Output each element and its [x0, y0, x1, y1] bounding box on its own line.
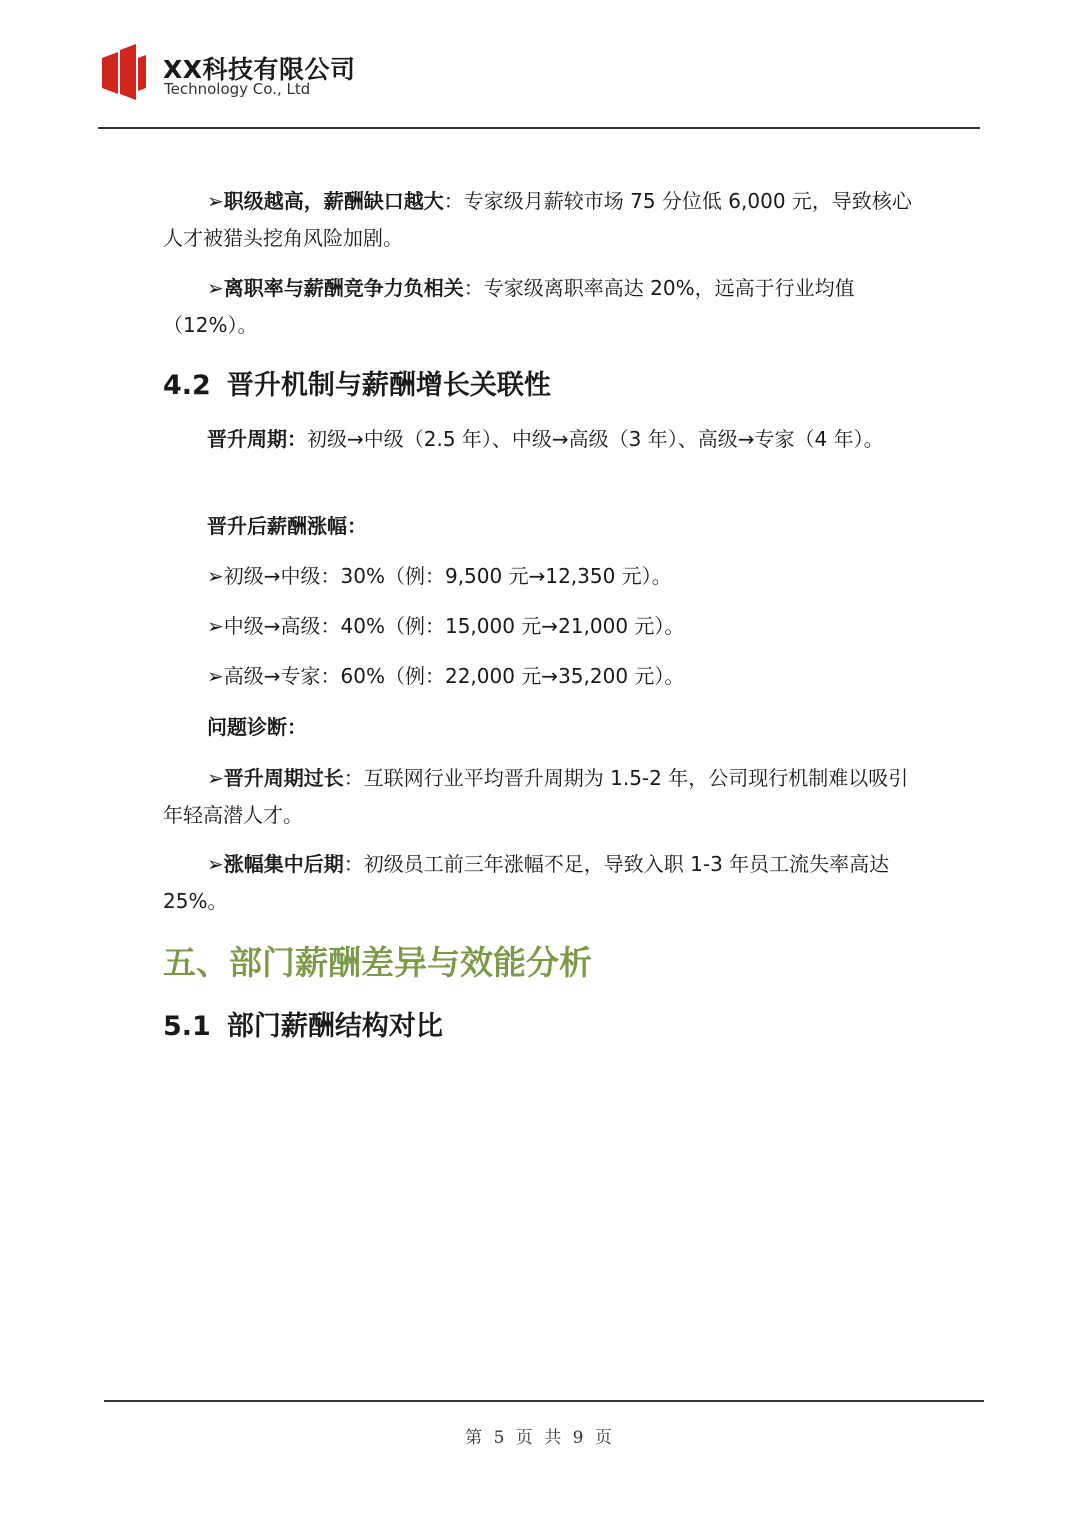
bullet-turnover-text: ：专家级离职率高达 20%，远高于行业均值（12%）。: [163, 276, 855, 337]
diagnosis-raise-text: ：初级员工前三年涨幅不足，导致入职 1-3 年员工流失率高达 25%。: [163, 852, 890, 913]
raise-item: ➢高级→专家：60%（例：22,000 元→35,200 元）。: [207, 664, 685, 688]
page-number: 第 5 页 共 9 页: [465, 1428, 615, 1448]
diagnosis-cycle-text: ：互联网行业平均晋升周期为 1.5-2 年，公司现行机制难以吸引年轻高潜人才。: [163, 766, 909, 827]
section-number: 5.1: [163, 1011, 211, 1042]
section-heading-4-2: [163, 368, 551, 404]
bullet-turnover-label: ➢离职率与薪酬竞争力负相关: [207, 276, 464, 300]
diagnosis-cycle-label: ➢晋升周期过长: [207, 766, 344, 790]
raise-item: ➢初级→中级：30%（例：9,500 元→12,350 元）。: [207, 564, 672, 588]
header-divider: [98, 127, 980, 129]
section-number: 4.2: [163, 370, 211, 401]
section-title: 部门薪酬结构对比: [226, 1011, 443, 1042]
company-name: XX科技有限公司: [163, 55, 356, 84]
raise-item: ➢中级→高级：40%（例：15,000 元→21,000 元）。: [207, 614, 685, 638]
promotion-cycle-text: 初级→中级（2.5 年）、中级→高级（3 年）、高级→专家（4 年）。: [307, 427, 884, 451]
bullet-level-gap-text: ：专家级月薪较市场 75 分位低 6,000 元，导致核心人才被猎头挖角风险加剧。: [163, 189, 912, 250]
diagnosis-cycle: [163, 760, 923, 834]
diagnosis-label: 问题诊断：: [207, 715, 307, 739]
raise-label: 晋升后薪酬涨幅：: [207, 514, 367, 538]
diagnosis-raise-label: ➢涨幅集中后期: [207, 852, 344, 876]
promotion-cycle: [163, 421, 923, 458]
bullet-level-gap: [163, 183, 923, 257]
company-subtitle: Technology Co., Ltd: [164, 80, 311, 98]
promotion-cycle-label: 晋升周期：: [207, 427, 307, 451]
section-title: 晋升机制与薪酬增长关联性: [226, 370, 551, 401]
chapter-heading-5: 五、部门薪酬差异与效能分析: [163, 943, 592, 982]
bullet-level-gap-label: ➢职级越高，薪酬缺口越大: [207, 189, 444, 213]
section-heading-5-1: [163, 1009, 443, 1045]
company-logo: [100, 44, 148, 100]
diagnosis-raise: [163, 846, 923, 920]
bullet-turnover: [163, 270, 923, 344]
footer-divider: [104, 1400, 984, 1402]
